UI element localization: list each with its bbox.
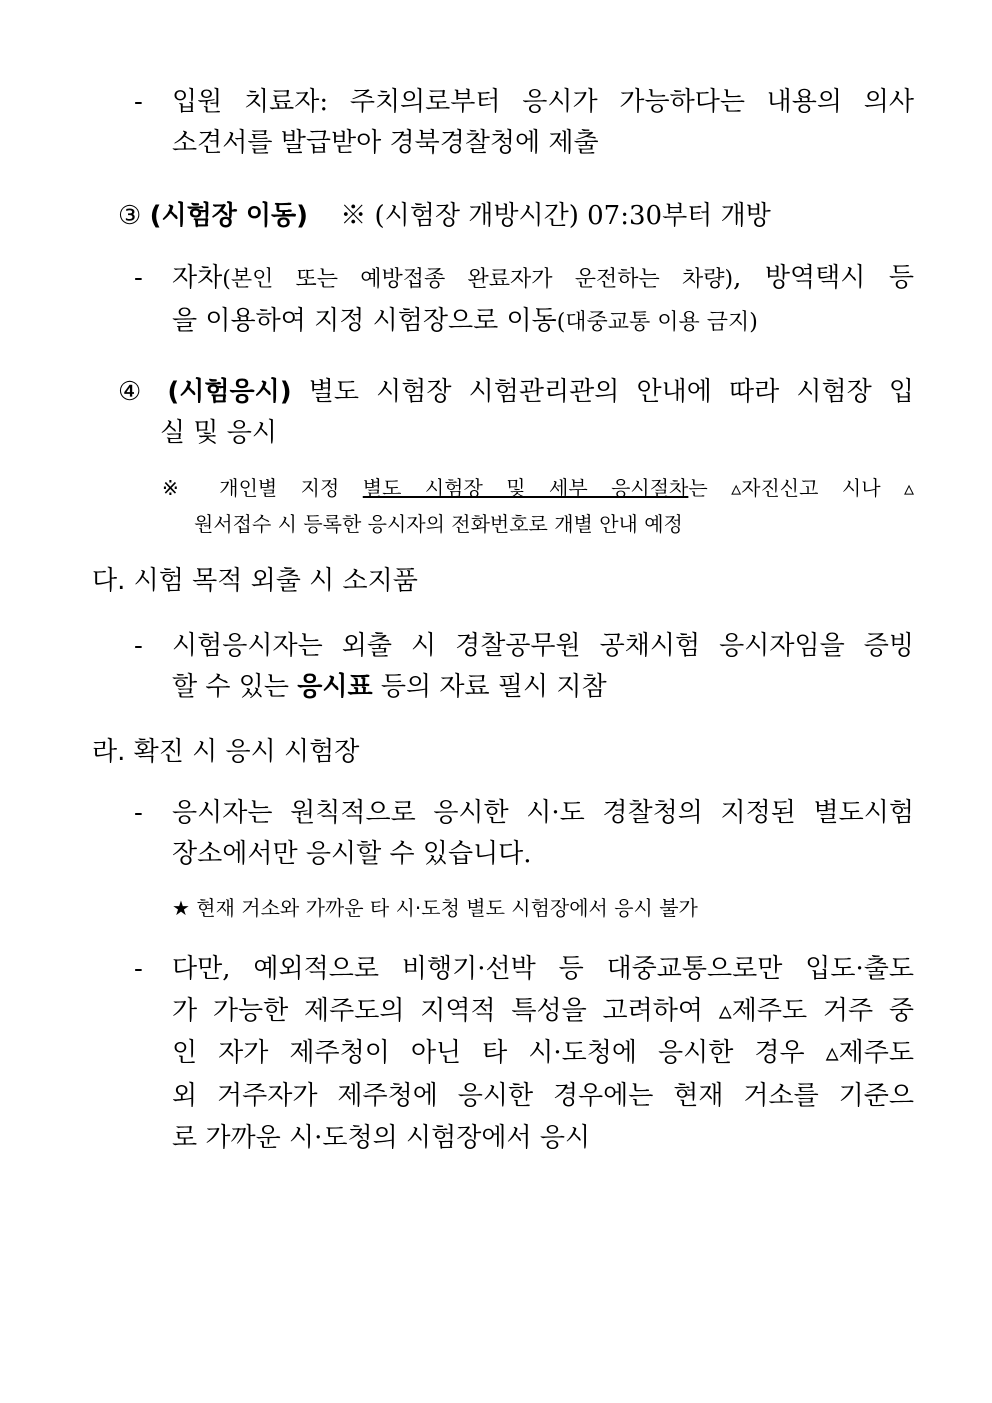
text-taxi: , 방역택시 등 — [733, 263, 915, 293]
section-ra-item2-line-1: 다만, 예외적으로 비행기·선박 등 대중교통으로만 입도·출도 — [172, 954, 914, 984]
note-text-b: 는 ▵자진신고 시나 ▵ — [688, 476, 914, 500]
note-mark: ※ — [162, 476, 196, 500]
text-no-transit: (대중교통 이용 금지) — [556, 310, 758, 335]
step4-note-line-1 — [162, 474, 914, 502]
inpatient-line-1: 입원 치료자: 주치의로부터 응시가 가능하다는 내용의 의사 — [172, 87, 914, 117]
dash-bullet: - — [134, 87, 143, 117]
section-ra-item2-line-2: 가 가능한 제주도의 지역적 특성을 고려하여 ▵제주도 거주 중 — [172, 996, 914, 1026]
note-underlined: 별도 시험장 및 세부 응시절차 — [362, 476, 689, 500]
text-can: 할 수 있는 — [172, 672, 298, 702]
section-ra-item2-line-5: 로 가까운 시·도청의 시험장에서 응시 — [172, 1123, 591, 1153]
step3-heading — [118, 200, 771, 232]
section-ra-item1-line-1: 응시자는 원칙적으로 응시한 시·도 경찰청의 지정된 별도시험 — [172, 798, 914, 828]
step3-item-line-1 — [172, 262, 914, 296]
step4-note-line-2: 원서접수 시 등록한 응시자의 전화번호로 개별 안내 예정 — [194, 512, 683, 536]
section-ra-item2-line-4: 외 거주자가 제주청에 응시한 경우에는 현재 거소를 기준으 — [172, 1081, 914, 1111]
section-da-heading: 다. 시험 목적 외출 시 소지품 — [92, 566, 418, 596]
step4-number: ④ — [118, 377, 151, 407]
text-move: 을 이용하여 지정 시험장으로 이동 — [172, 306, 557, 336]
step4-line-2: 실 및 응시 — [160, 418, 277, 448]
step4-line-1 — [118, 376, 914, 408]
section-da-line-2 — [172, 671, 607, 703]
dash-bullet: - — [134, 263, 143, 293]
step4-title: (시험응시) — [167, 377, 292, 407]
text-bring: 등의 자료 필시 지참 — [372, 672, 607, 702]
note-text-a: 개인별 지정 — [219, 476, 363, 500]
dash-bullet: - — [134, 631, 143, 661]
step3-title: (시험장 이동) — [149, 201, 308, 231]
step4-text: 별도 시험장 시험관리관의 안내에 따라 시험장 입 — [291, 377, 914, 407]
step3-number: ③ — [118, 201, 142, 231]
step3-item-line-2 — [172, 305, 758, 339]
section-ra-item1-line-2: 장소에서만 응시할 수 있습니다. — [172, 839, 532, 869]
dash-bullet: - — [134, 798, 143, 828]
text-admission-ticket: 응시표 — [297, 672, 373, 702]
star-note: ★ 현재 거소와 가까운 타 시·도청 별도 시험장에서 응시 불가 — [172, 896, 698, 920]
text-car: 자차 — [172, 263, 223, 293]
step3-note: ※ (시험장 개방시간) 07:30부터 개방 — [340, 201, 771, 231]
text-car-detail: (본인 또는 예방접종 완료자가 운전하는 차량) — [222, 267, 734, 292]
section-ra-heading: 라. 확진 시 응시 시험장 — [92, 737, 360, 767]
section-ra-item2-line-3: 인 자가 제주청이 아닌 타 시·도청에 응시한 경우 ▵제주도 — [172, 1038, 914, 1068]
inpatient-line-2: 소견서를 발급받아 경북경찰청에 제출 — [172, 128, 599, 158]
section-da-line-1: 시험응시자는 외출 시 경찰공무원 공채시험 응시자임을 증빙 — [172, 631, 914, 661]
dash-bullet: - — [134, 954, 143, 984]
